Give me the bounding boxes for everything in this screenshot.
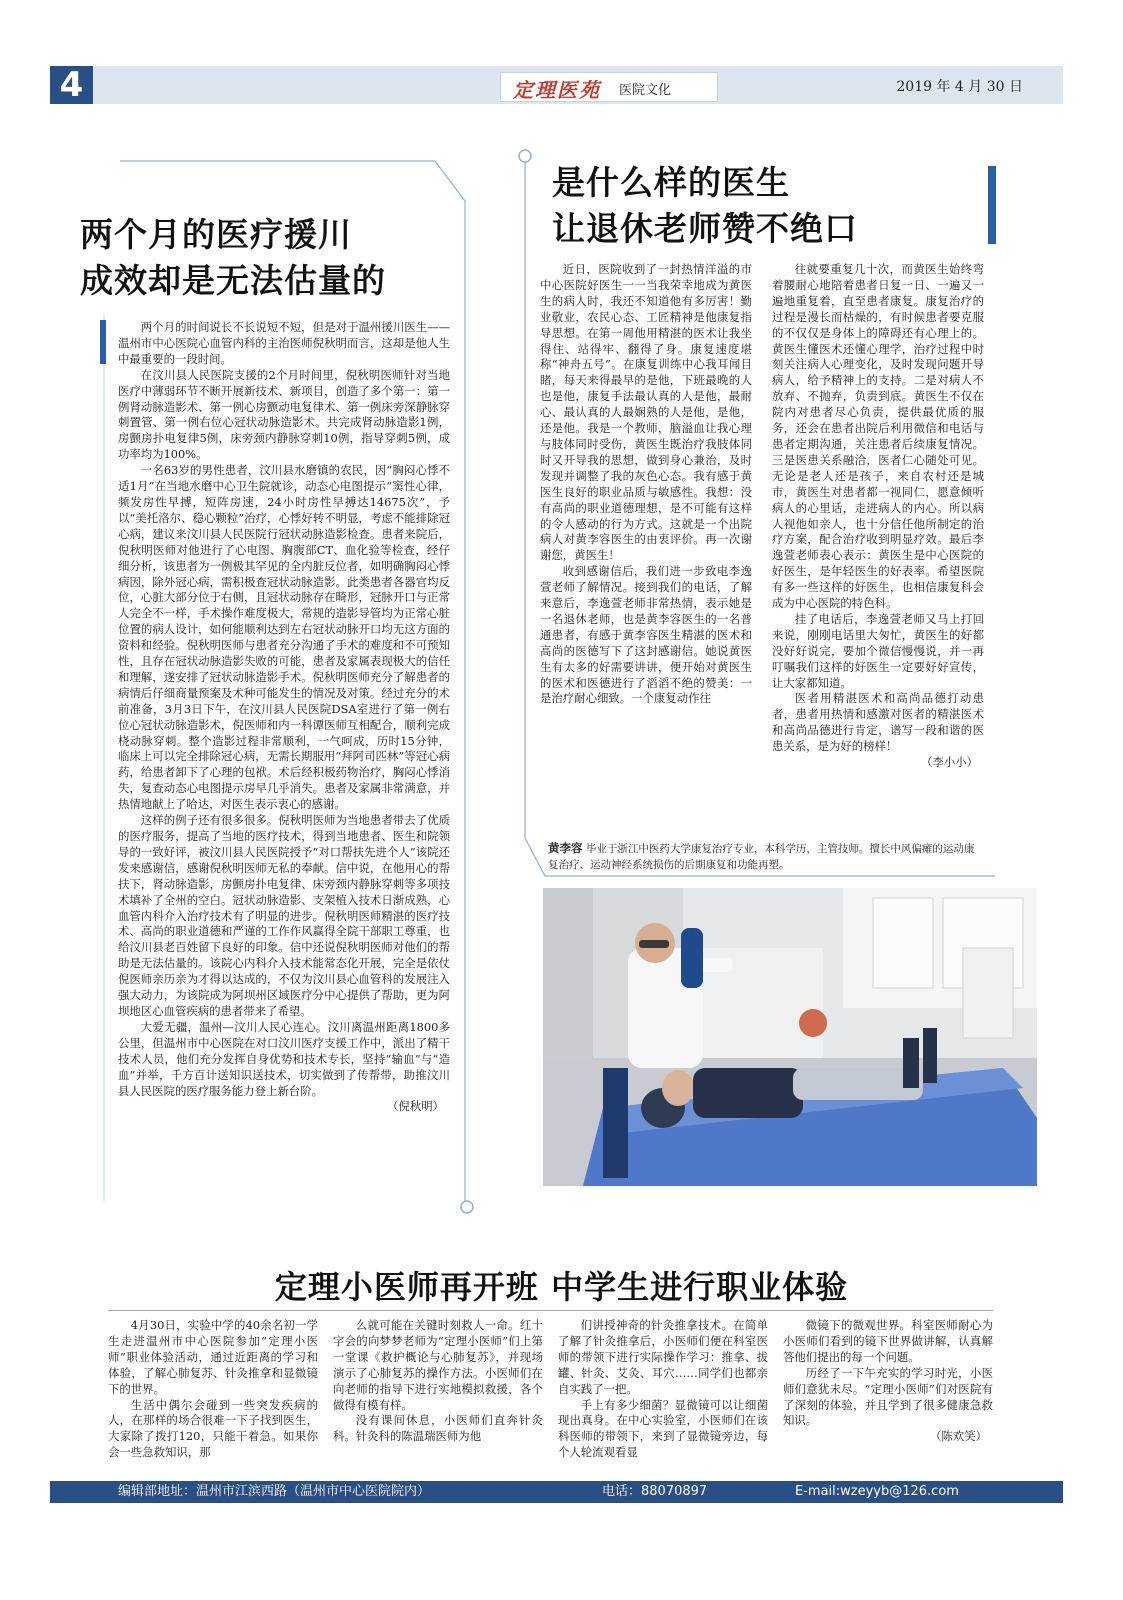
left-title-line2: 成效却是无法估量的 xyxy=(80,261,386,300)
author-bio: 毕业于浙江中医药大学康复治疗专业，本科学历，主管技师。擅长中风偏瘫的运动康复治疗、运动神经系统损伤的后期康复和功能再塑。 xyxy=(548,843,975,871)
page-number: 4 xyxy=(50,66,93,104)
right-col2-paragraph-1: 往就要重复几十次，而黄医生始终弯着腰耐心地陪着患者日复一日、一遍又一遍地重复着，直至患者康复。康复治疗的过程是漫长而枯燥的，有时候患者要克服的不仅仅是身体上的障碍还有心理上的。黄医生懂医术还懂心理学，治疗过程中时刻关注病人心理变化，及时发现问题开导病人，给予精神上的支持。二是对病人不放弃、不抛弃，负责到底。黄医生不仅在院内对患者尽心负责，提供最优质的服务，还会在患者出院后利用微信和电话与患者定期沟通，关注患者后续康复情况。三是医患关系融洽，医者仁心随处可见。无论是老人还是孩子，来自农村还是城市，黄医生对患者都一视同仁，愿意倾听病人的心里话，走进病人的内心。所以病人视他如亲人，也十分信任他所制定的治疗方案，配合治疗收到明显疗效。最后李逸萱老师表心表示：黄医生是中心医院的好医生，是年轻医生的好表率。希望医院有多一些这样的好医生，也相信康复科会成为中心医院的特色科。 xyxy=(772,262,984,611)
left-paragraph-3: 一名63岁的男性患者，汶川县水磨镇的农民，因“胸闷心悸不适1月”在当地水磨中心卫生院就诊，动态心电图提示“窦性心律，频发房性早搏，短阵房速，24小时房性早搏达14675次”，予以“美托洛尔、稳心颗粒”治疗，心悸好转不明显，考虑不能排除冠心病，建议来汶川县人民医院行冠状动脉造影检查。患者来院后，倪秋明医师对他进行了心电图、胸腹部CT、血化验等检查，经仔细分析，该患者为一例极其罕见的全内脏反位者，如明确胸闷心悸病因，除外冠心病，需积极查冠状动脉造影。此类患者各器官均反位，心脏大部分位于右侧，且冠状动脉存在畸形，冠脉开口与正常人完全不一样，手术操作难度极大，常规的造影导管均为正常心脏位置的病人设计，如何能顺利达到左右冠状动脉开口均无这方面的资料和经验。倪秋明医师与患者充分沟通了手术的难度和不可预知性，且存在冠状动脉造影失败的可能，患者及家属表现极大的信任和理解，遂安排了冠状动脉造影手术。倪秋明医师充分了解患者的病情后仔细商量预案及术种可能发生的情况及对策。经过充分的术前准备，3月3日下午，在汶川县人民医院DSA室进行了第一例右位心冠状动脉造影术，倪医师和内一科谭医师互相配合，顺利完成桡动脉穿刺。整个造影过程非常顺利，一气呵成，历时15分钟，临床上可以完全排除冠心病，无需长期服用“拜阿司匹林”等冠心病药，给患者卸下了心理的包袱。术后经积极药物治疗，胸闷心悸消失，复查动态心电图提示房早几乎消失。患者及家属非常满意，并热情地献上了哈达，对医生表示衷心的感谢。 xyxy=(118,463,450,812)
footer-address: 编辑部地址：温州市江滨西路（温州市中心医院院内） xyxy=(118,1484,431,1499)
issue-date: 2019 年 4 月 30 日 xyxy=(896,79,1023,95)
footer-bar xyxy=(50,1481,1063,1503)
section-name: 医院文化 xyxy=(619,83,672,98)
author-note xyxy=(548,840,980,873)
bottom-column-4 xyxy=(783,1318,993,1445)
bottom-col3-paragraph-1: 们讲授神奇的针灸推拿技术。在简单了解了针灸推拿后，小医师们便在科室医师的带领下进行实际操作学习：推拿、拔罐、针灸、艾灸、耳穴……同学们也都亲自实践了一把。 xyxy=(558,1318,768,1396)
left-paragraph-4: 这样的例子还有很多很多。倪秋明医师为当地患者带去了优质的医疗服务，提高了当地的医疗技术，得到当地患者、医生和院领导的一致好评，被汶川县人民医院授予“对口帮扶先进个人”该院还发来感谢信，感谢倪秋明医师无私的奉献。信中说，在他用心的帮扶下，肾动脉造影，房颤房扑电复律、床旁颈内静脉穿刺等多项技术填补了全州的空白。冠状动脉造影、支架植入技术日渐成熟，心血管内科介入治疗技术有了明显的进步。倪秋明医师精湛的医疗技术、高尚的职业道德和严谨的工作作风赢得全院干部职工尊重，也给汶川县老百姓留下良好的印象。信中还说倪秋明医师对他们的帮助是无法估量的。该院心内科介入技术能常态化开展，完全是依仗倪医师亲历亲为才得以达成的，不仅为汶川县心血管科的发展注入强大动力，为该院成为阿坝州区域医疗分中心提供了帮助，更为阿坝地区心血管疾病的患者带来了希望。 xyxy=(118,813,450,1018)
footer-phone: 电话：88070897 xyxy=(602,1484,708,1499)
bottom-column-2 xyxy=(333,1318,543,1445)
right-col1-paragraph-2: 收到感谢信后，我们进一步致电李逸萱老师了解情况。接到我们的电话，了解来意后，李逸萱老师非常热情，表示她是一名退休老师，也是黄李容医生的一名普通患者，有感于黄李容医生精湛的医术和高尚的医德写下了这封感谢信。她说黄医生有太多的好需要讲讲，便开始对黄医生的医术和医德进行了滔滔不绝的赞美：一是治疗耐心细致。一个康复动作往 xyxy=(540,564,752,706)
rehab-photo-illustration xyxy=(543,888,1037,1186)
left-paragraph-5: 大爱无疆，温州—汶川人民心连心。汶川离温州距离1800多公里，但温州市中心医院在对口汶川医疗支援工作中，派出了精干技术人员，他们充分发挥自身优势和技术专长，坚持“输血”与“造血”并举，千方百计送知识送技术，切实做到了传帮带，助推汶川县人民医院的医疗服务能力登上新台阶。 xyxy=(118,1019,450,1098)
right-col2-paragraph-3: 医者用精湛医术和高尚品德打动患者，患者用热情和感激对医者的精湛医术和高尚品德进行肯定，谱写一段和谐的医患关系，是为好的榜样！ xyxy=(772,691,984,754)
masthead xyxy=(50,66,1063,104)
bottom-article-rule xyxy=(108,1310,993,1311)
bottom-column-3 xyxy=(558,1318,768,1461)
left-article-title xyxy=(80,212,460,304)
right-byline: （李小小） xyxy=(921,755,978,770)
bottom-article-title: 定理小医师再开班 中学生进行职业体验 xyxy=(274,1268,849,1306)
right-article-column-2 xyxy=(772,262,984,771)
bottom-byline: （陈欢笑） xyxy=(930,1429,987,1444)
left-byline: （倪秋明） xyxy=(387,1099,444,1114)
right-title-line2: 让退休老师赞不绝口 xyxy=(552,209,858,248)
bottom-col1-paragraph-1: 4月30日，实验中学的40余名初一学生走进温州市中心医院参加“定理小医师”职业体验活动，通过近距离的学习和体验，了解心肺复苏、针灸推拿和显微镜下的世界。 xyxy=(108,1318,318,1396)
left-title-line1: 两个月的医疗援川 xyxy=(80,215,352,254)
rehab-photo xyxy=(543,888,1037,1186)
brand-logo: 定理医苑 xyxy=(513,78,601,102)
left-accent-bar xyxy=(100,320,106,364)
left-paragraph-2: 在汶川县人民医院支援的2个月时间里，倪秋明医师针对当地医疗中薄弱环节不断开展新技术、新项目，创造了多个第一：第一例肾动脉造影术、第一例心房颤动电复律术、第一例床旁深静脉穿刺置管、第一例右位心冠状动脉造影术。共完成肾动脉造影1例，房颤房扑电复律5例，床旁颈内静脉穿刺10例，指导穿刺5例，成功率均为100%。 xyxy=(118,367,450,462)
bottom-col3-paragraph-2: 手上有多少细菌？显微镜可以让细菌现出真身。在中心实验室，小医师们在该科医师的带领下，来到了显微镜旁边，每个人轮流观看显 xyxy=(558,1397,768,1460)
footer-email[interactable]: E-mail:wzeyyb@126.com xyxy=(795,1484,959,1499)
brand-box xyxy=(500,72,718,102)
author-name: 黄李容 xyxy=(548,841,583,855)
right-article-title xyxy=(552,160,982,252)
bottom-col4-paragraph-1: 微镜下的微观世界。科室医师耐心为小医师们看到的镜下世界做讲解，认真解答他们提出的每一个问题。 xyxy=(783,1318,993,1364)
bottom-column-1 xyxy=(108,1318,318,1461)
right-title-line1: 是什么样的医生 xyxy=(552,163,790,202)
left-article-body xyxy=(118,320,450,1115)
bottom-col2-paragraph-2: 没有课间休息，小医师们直奔针灸科。针灸科的陈温瑞医师为他 xyxy=(333,1413,543,1444)
left-paragraph-1: 两个月的时间说长不长说短不短，但是对于温州援川医生——温州市中心医院心血管内科的主治医师倪秋明而言，这却是他人生中最重要的一段时间。 xyxy=(118,320,450,366)
bottom-col4-paragraph-2: 历经了一下午充实的学习时光，小医师们意犹未尽。“定理小医师”们对医院有了深刻的体验，并且学到了很多健康急救知识。 xyxy=(783,1365,993,1428)
right-accent-bar xyxy=(988,166,996,244)
right-article-column-1 xyxy=(540,262,752,707)
right-col2-paragraph-2: 挂了电话后，李逸萱老师又马上打回来说，刚刚电话里大匆忙，黄医生的好都没好好说完，要加个微信慢慢说，并一再叮嘱我们这样的好医生一定要好好宣传，让大家都知道。 xyxy=(772,611,984,690)
bottom-col2-paragraph-1: 么就可能在关键时刻救人一命。红十字会的向梦梦老师为“定理小医师”们上第一堂课《救护概论与心肺复苏》，并现场演示了心肺复苏的操作方法。小医师们在向老师的指导下进行实地模拟救援，各个做得有模有样。 xyxy=(333,1318,543,1412)
right-col1-paragraph-1: 近日，医院收到了一封热情洋溢的市中心医院好医生一一当我荣幸地成为黄医生的病人时，我还不知道他有多厉害！勤业敬业，农民心态、工匠精神是他康复指导思想。在第一周他用精湛的医术让我坐得住、站得牢、翻得了身。康复速度堪称“神舟五号”。在康复训练中心我耳闻目睹，每天来得最早的是他，下班最晚的人也是他，康复手法最认真的人是他，最耐心、最认真的人最娴熟的人是他，是他，还是他。我是一个教师，脑溢血让我心理与肢体同时受伤，黄医生既治疗我肢体同时又开导我的思想，做到身心兼治，及时发现并调整了我的灰色心态。我有感于黄医生良好的职业品质与敏感性。我想：没有高尚的职业道德理想，是不可能有这样的令人感动的行为方式。这就是一个出院病人对黄李容医生的由衷评价。再一次谢谢您，黄医生！ xyxy=(540,262,752,563)
bottom-col1-paragraph-2: 生活中偶尔会碰到一些突发疾病的人，在那样的场合很难一下子找到医生，大家除了拨打120，只能干着急。如果你会一些急救知识，那 xyxy=(108,1397,318,1460)
